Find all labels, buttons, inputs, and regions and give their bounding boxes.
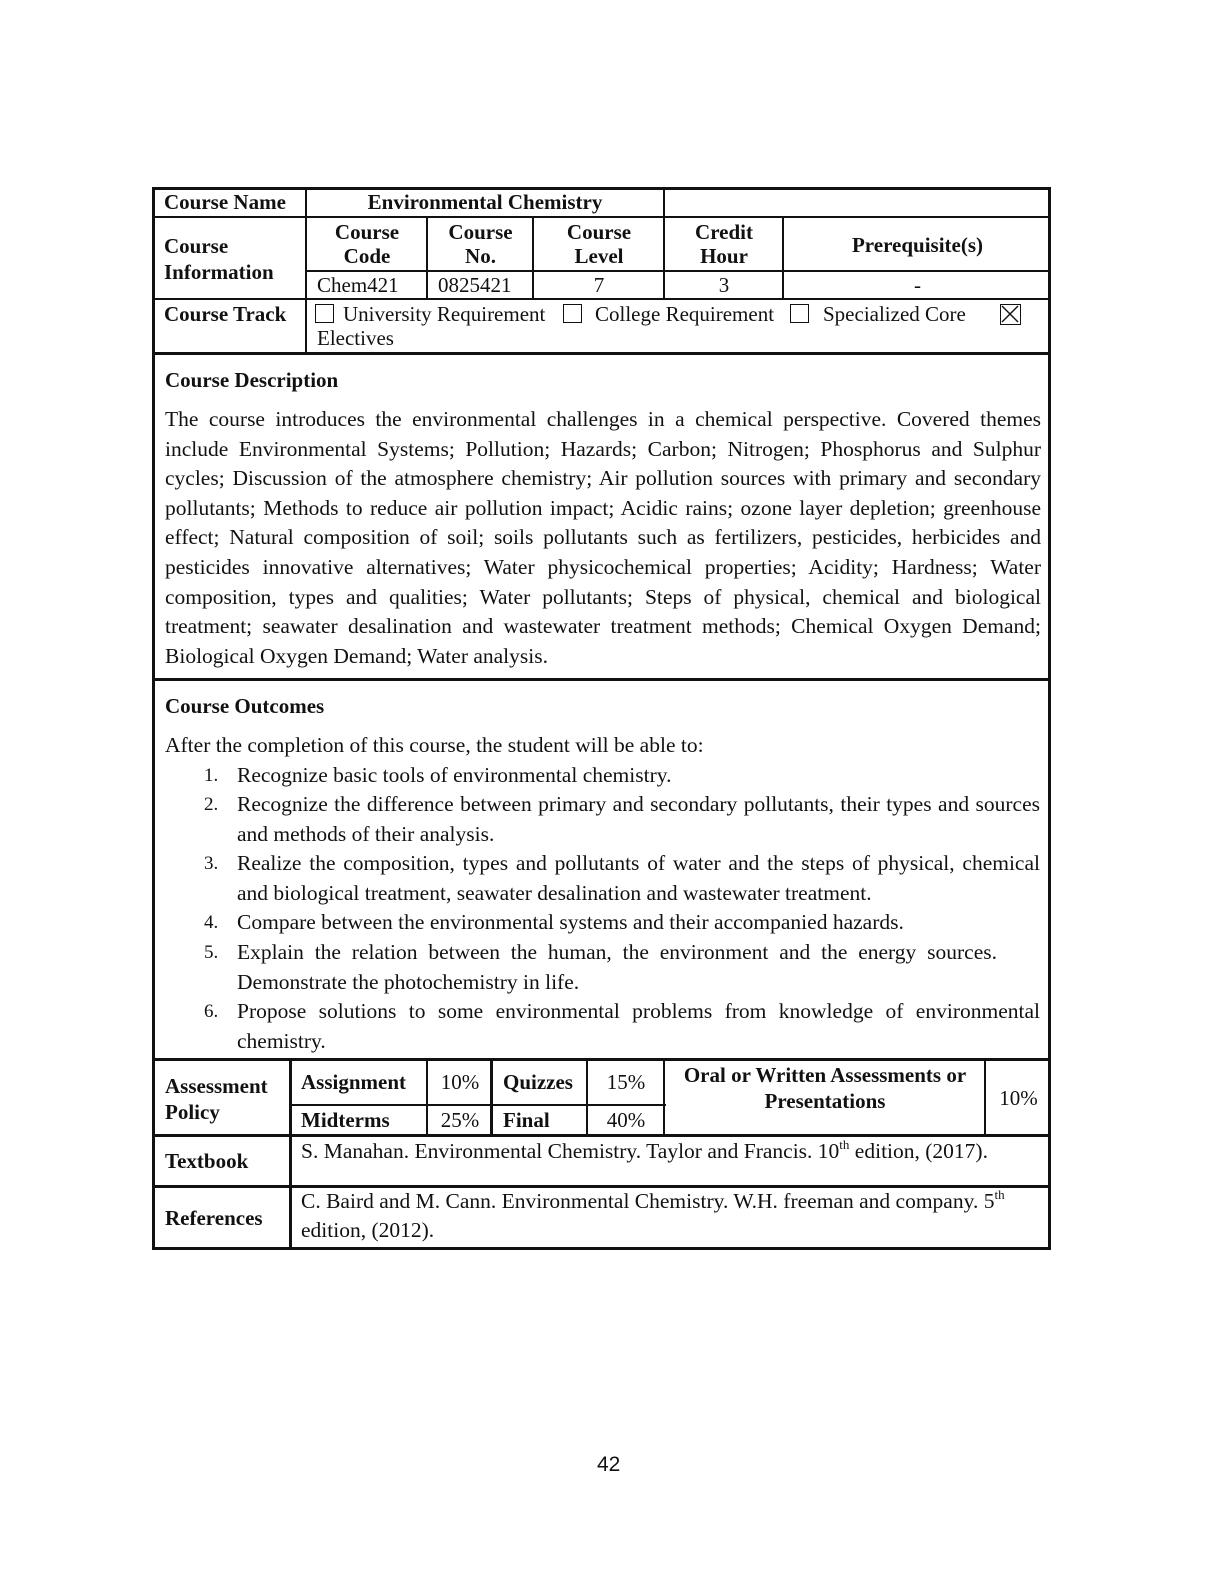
assignment-label: Assignment (301, 1070, 407, 1094)
prerequisite-header: Prerequisite(s) (851, 233, 984, 257)
specialized-core-label: Specialized Core (823, 302, 966, 326)
rule (290, 1104, 666, 1106)
electives-checkbox[interactable] (1000, 304, 1021, 325)
rule (152, 352, 1051, 355)
course-info-label-2: Information (164, 260, 274, 284)
course-info-label-1: Course (164, 234, 229, 258)
outcome-number: 5. (204, 942, 219, 963)
specialized-core-checkbox[interactable] (790, 304, 809, 323)
quizzes-label: Quizzes (503, 1070, 573, 1094)
course-outcomes-intro: After the completion of this course, the student will be able to: (165, 733, 704, 757)
course-name-value: Environmental Chemistry (367, 190, 603, 214)
course-no-header-1: Course (448, 220, 513, 244)
electives-label: Electives (317, 326, 394, 350)
course-no-value: 0825421 (438, 273, 512, 297)
textbook-citation-end: edition, (2017). (849, 1139, 988, 1163)
outcome-item: Propose solutions to some environmental problems from knowledge of environmental chemistry. (237, 999, 1040, 1053)
course-code-value: Chem421 (317, 273, 399, 297)
rule (289, 1058, 292, 1250)
rule (152, 1134, 1051, 1137)
quizzes-value: 15% (606, 1070, 646, 1094)
textbook-label: Textbook (165, 1149, 249, 1173)
outcome-item: Compare between the environmental systems and their accompanied hazards. (237, 910, 904, 934)
course-level-header-2: Level (574, 244, 624, 268)
final-label: Final (503, 1108, 550, 1132)
outcome-item: Explain the relation between the human, the environment and the energy sources. Demonstrate the photochemistry in life. (237, 940, 997, 994)
outcome-item: Recognize basic tools of environmental chemistry. (237, 763, 672, 787)
university-requirement-label: University Requirement (343, 302, 546, 326)
final-value: 40% (606, 1108, 646, 1132)
rule (152, 678, 1051, 681)
rule (305, 270, 1051, 272)
references-line-1 (301, 1189, 1005, 1213)
college-requirement-label: College Requirement (595, 302, 775, 326)
credit-hour-value: 3 (718, 273, 730, 297)
references-citation: C. Baird and M. Cann. Environmental Chemistry. W.H. freeman and company. 5 (301, 1189, 995, 1213)
course-description-text: The course introduces the environmental challenges in a chemical perspective. Covered themes include Environmental Systems; Pollution; Hazards; Carbon; Nitrogen; Phosphorus and Sulphur cycles; Discussion of the atmosphere chemistry; Air pollution sources with primary and secondary pollutants; Methods to reduce air pollution impact; Acidic rains; ozone layer depletion; greenhouse effect; Natural composition of soil; soils pollutants such as fertilizers, pesticides, herbicides and pesticides innovative alternatives; Water physicochemical properties; Acidity; Hardness; Water composition, types and qualities; Water pollutants; Steps of physical, chemical and biological treatment; seawater desalination and wastewater treatment methods; Chemical Oxygen Demand; Biological Oxygen Demand; Water analysis. (165, 407, 1041, 668)
oral-assessment-label-1: Oral or Written Assessments or (683, 1063, 967, 1087)
outcome-number: 1. (204, 765, 219, 786)
assignment-value: 10% (440, 1070, 480, 1094)
course-code-header-2: Code (343, 244, 391, 268)
edition-superscript: th (994, 1187, 1005, 1202)
rule (152, 298, 1051, 300)
assessment-label-1: Assessment (165, 1074, 268, 1098)
outcome-number: 3. (204, 853, 219, 874)
course-level-value: 7 (593, 273, 605, 297)
outcome-item: Recognize the difference between primary and secondary pollutants, their types and sources and methods of their analysis. (237, 792, 1040, 846)
outcome-item: Realize the composition, types and pollutants of water and the steps of physical, chemical and biological treatment, seawater desalination and wastewater treatment. (237, 851, 1040, 905)
oral-assessment-label-2: Presentations (764, 1089, 886, 1113)
rule (152, 216, 1051, 218)
checked-x-icon (1001, 305, 1019, 323)
assessment-label-2: Policy (165, 1100, 220, 1124)
references-line-2: edition, (2012). (301, 1218, 435, 1242)
outcome-number: 2. (204, 794, 219, 815)
prerequisite-value: - (914, 273, 921, 297)
edition-superscript: th (839, 1137, 850, 1152)
midterms-label: Midterms (301, 1108, 390, 1132)
course-code-header-1: Course (334, 220, 400, 244)
outcome-number: 6. (204, 1001, 219, 1022)
references-label: References (165, 1206, 263, 1230)
course-description-heading: Course Description (165, 368, 339, 392)
course-name-label: Course Name (164, 190, 286, 214)
course-no-header-2: No. (465, 244, 496, 268)
midterms-value: 25% (440, 1108, 480, 1132)
course-outcomes-heading: Course Outcomes (165, 694, 325, 718)
course-level-header-1: Course (566, 220, 632, 244)
outcome-number: 4. (204, 912, 219, 933)
oral-assessment-value: 10% (999, 1086, 1038, 1110)
textbook-citation: S. Manahan. Environmental Chemistry. Taylor and Francis. 10 (301, 1139, 840, 1163)
rule (152, 1058, 1051, 1061)
page-number: 42 (597, 1453, 621, 1476)
course-track-label: Course Track (164, 302, 287, 326)
university-requirement-checkbox[interactable] (315, 304, 334, 323)
college-requirement-checkbox[interactable] (563, 304, 582, 323)
textbook-text (301, 1139, 988, 1163)
credit-hour-header-2: Hour (700, 244, 748, 268)
credit-hour-header-1: Credit (695, 220, 753, 244)
rule (152, 1185, 1051, 1188)
